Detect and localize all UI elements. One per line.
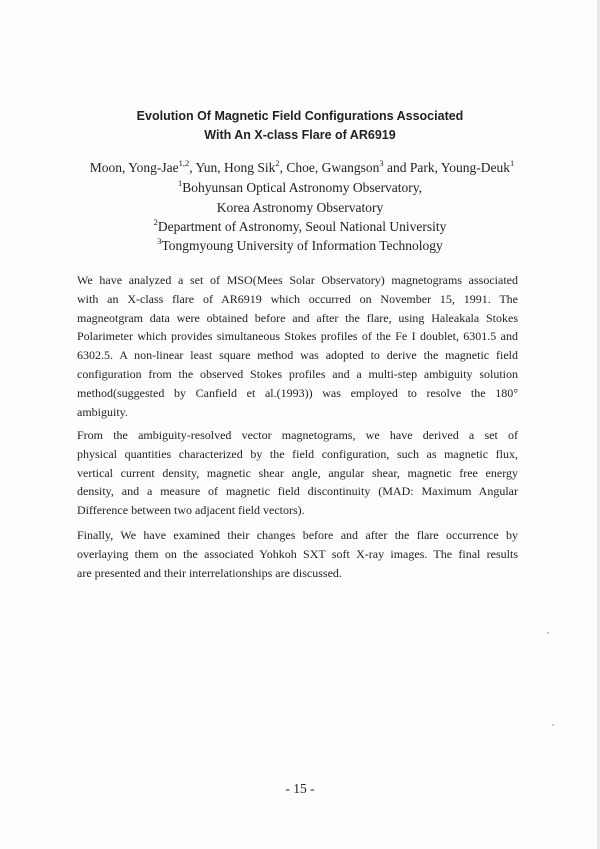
paragraph-line: From the ambiguity-resolved vector magnetograms, we have derived a set of <box>77 428 518 442</box>
author-affiliation-mark: 3 <box>379 158 384 168</box>
affiliation-mark: 1 <box>177 178 183 188</box>
paper-title-line-2: With An X-class Flare of AR6919 <box>204 128 396 142</box>
author-list <box>2 160 600 176</box>
author-name: Moon, Yong-Jae <box>89 160 179 175</box>
scan-speck <box>547 632 549 634</box>
paper-title-line-1: Evolution Of Magnetic Field Configurations Associated <box>136 109 464 123</box>
paragraph-line: magneotgram data were obtained before and after the flare, using Haleakala Stokes <box>77 310 518 325</box>
author-separator: and <box>383 160 410 175</box>
affiliation-3 <box>0 238 600 254</box>
paragraph-line: density, and a measure of magnetic field discontinuity (MAD: Maximum Angular <box>77 484 518 499</box>
author-name: Choe, Gwangson <box>286 160 380 175</box>
page-number: - 15 - <box>285 781 315 796</box>
abstract-paragraph-1 <box>77 271 518 421</box>
author-separator: , <box>189 160 196 175</box>
paragraph-line: Difference between two adjacent field vectors). <box>77 503 305 518</box>
affiliation-text: Tongmyoung University of Information Technology <box>161 238 443 253</box>
author-affiliation-mark: 1 <box>510 158 515 168</box>
paragraph-line: We have analyzed a set of MSO(Mees Solar Observatory) magnetograms associated <box>77 273 518 287</box>
scan-speck <box>552 724 554 726</box>
abstract-paragraph-2 <box>77 426 518 520</box>
author-name: Yun, Hong Sik <box>195 160 276 175</box>
paragraph-line: vertical current density, magnetic shear angle, angular shear, magnetic free energy <box>77 465 518 480</box>
affiliation-1 <box>0 180 600 196</box>
paragraph-line: with an X-class flare of AR6919 which occurred on November 15, 1991. The <box>77 291 518 306</box>
affiliation-text: Department of Astronomy, Seoul National University <box>157 219 447 234</box>
paragraph-line: Polarimeter which provides simultaneous Stokes profiles of the Fe I doublet, 6301.5 and <box>77 329 518 344</box>
paragraph-line: ambiguity. <box>77 404 128 419</box>
author-affiliation-mark: 1,2 <box>178 158 190 168</box>
paragraph-line: configuration from the observed Stokes profiles and a multi-step ambiguity solution <box>77 366 518 381</box>
paragraph-line: are presented and their interrelationships are discussed. <box>77 565 342 580</box>
paragraph-line: Finally, We have examined their changes before and after the flare occurrence by <box>77 528 518 542</box>
paragraph-line: overlaying them on the associated Yohkoh SXT soft X-ray images. The final results <box>77 546 518 561</box>
affiliation-text: Bohyunsan Optical Astronomy Observatory, <box>182 180 423 195</box>
affiliation-1-continued: Korea Astronomy Observatory <box>216 200 384 215</box>
paragraph-line: 6302.5. A non-linear least square method was adopted to derive the magnetic field <box>77 348 518 363</box>
affiliation-mark: 2 <box>153 217 158 227</box>
paragraph-line: method(suggested by Canfield et al.(1993)) was employed to resolve the 180° <box>77 385 518 400</box>
author-name: Park, Young-Deuk <box>409 160 511 175</box>
abstract-paragraph-3 <box>77 526 518 582</box>
affiliation-mark: 3 <box>157 236 162 246</box>
affiliation-2 <box>0 219 600 235</box>
author-separator: , <box>279 160 287 175</box>
author-affiliation-mark: 2 <box>275 158 280 168</box>
paragraph-line: physical quantities characterized by the field configuration, such as magnetic flux, <box>77 446 518 461</box>
